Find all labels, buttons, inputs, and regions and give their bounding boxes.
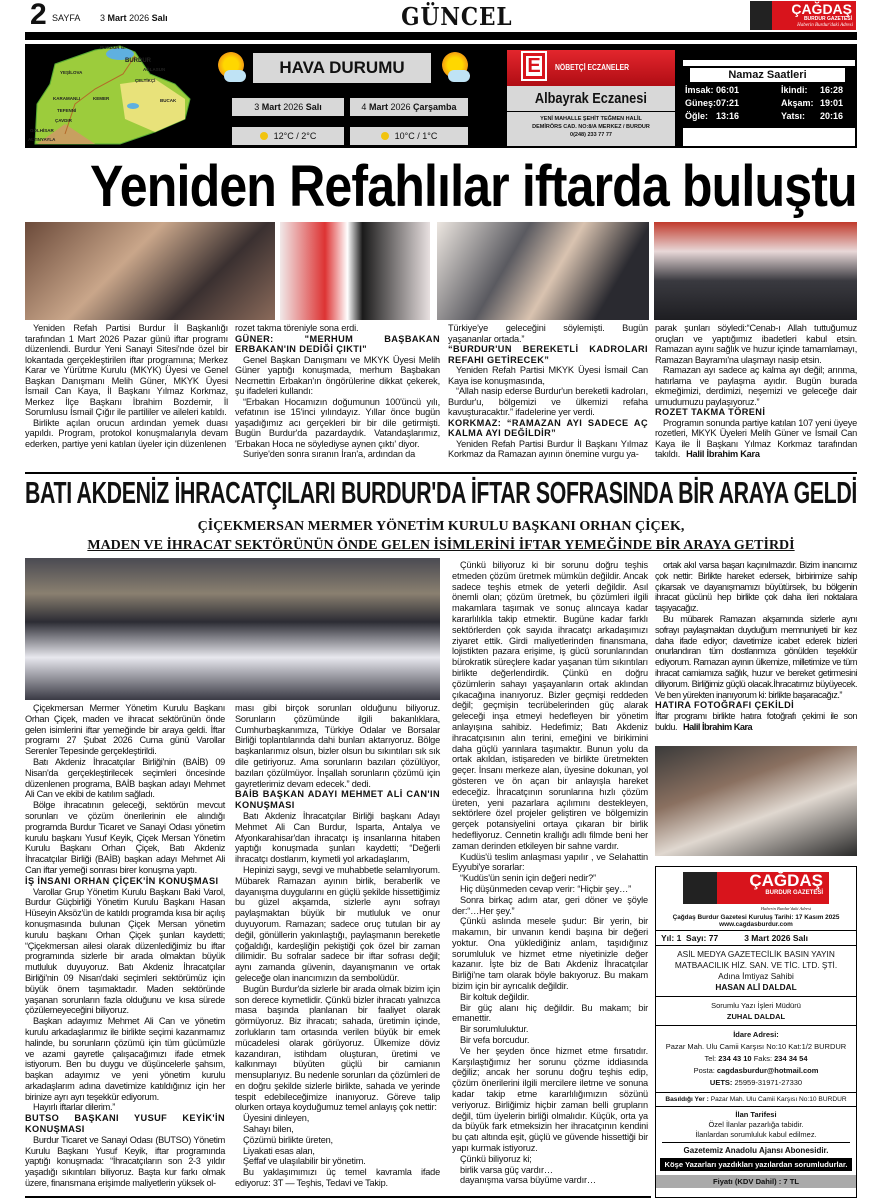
article2-photo-main [25, 558, 440, 700]
page-number: 2 [30, 0, 47, 31]
article-subheading: ROZET TAKMA TÖRENİ [655, 407, 766, 417]
article-paragraph: Bu yaklaşımımızı üç temel kavramla ifade ediyoruz: 3T — Teşhis, Tedavi ve Takip. [235, 1167, 440, 1189]
article-subheading: BUTSO BAŞKANI YUSUF KEYİK'İN KONUŞMASI [25, 1113, 225, 1135]
article-subheading: İŞ İNSANI ORHAN ÇİÇEK'İN KONUŞMASI [25, 875, 219, 886]
weather-date-tomorrow: 4 Mart 2026 Çarşamba [350, 98, 468, 116]
article-paragraph: Birlikte açılan orucun ardından yemek duası yapıldı. Program, protokol konuşmalarıyla devam ederken, partiye yeni katılan üyeler için düzenlenen [25, 417, 228, 449]
article-paragraph: Hayırlı iftarlar dilerim.” [33, 1102, 116, 1113]
article-paragraph: Çözümü birlikte üreten, [243, 1134, 333, 1145]
article-paragraph: Programın sonunda partiye katılan 107 yeni üyeye rozetleri, MKYK Üyeleri Melih Güner ve İsmail Can Kaya ile İl Başkanı Yılmaz Korkmaz tarafından takıldı. Halil İbrahim Kara [655, 417, 857, 459]
article-paragraph: Türkiye'ye geleceğini söylemişti. Bugün yaşananlar ortada.” [448, 323, 648, 344]
header-date: 3 Mart 2026 Salı [100, 13, 168, 23]
map-label: BURDUR G. [100, 45, 126, 50]
article2-column-2 [235, 703, 440, 1189]
article-paragraph: Bir sorumluluktur. [460, 1024, 529, 1035]
article-paragraph: Çünkü biliyoruz ki bir sorunu doğru teşhis etmeden çözüm üretmek mümkün değildir. Ancak sadece teşhis etmek de yeterli değildir. Asıl önemli olan; çözüm üretmek, bu çözümleri ilgili makamlara taşımak ve sonuç alıncaya kadar kararlılıkla takip etmektir. Bugüne kadar farklı sektörlerden çok sayıda ihracatçı arkadaşımızı ziyaret ettik. Girdi maliyetlerinden finansmana, lojistikten pazara erişime, iş gücü sorunlarından bürokratik süreçlere kadar yaşanan tüm sıkıntıları birlikte değerlendirdik. Çünkü en doğru çözümlerin sahayı yaşayanların ortak aklından çıkacağına inanıyoruz. Bizler geçmişi reddeden değil; geçmişin tecrübelerinden güç alarak geleceği inşa etmeyi hedefleyen bir yönetim anlayışına sahibiz. Hedefimiz; Batı Akdeniz ihracatçısının alın terini, emeğini ve birikimini daha güçlü yarınlara taşımaktır. Bunun yolu da ortak akıldan, istişareden ve birlikte üretmekten geçer. İnsanı merkeze alan, üyesine dokunan, yol gösteren ve ön açan bir anlayışla hareket edeceğiz. İhracatçının sorunlarına hızlı çözüm üreten, yeni pazarlara açılımını destekleyen, sektörlere özel projeler geliştiren ve bölgemizin gerçek potansiyelini ortaya çıkaran bir birlik hedefliyoruz. Cennetin krallığı adlı filmde beni her zaman derinden etkileyen bir sahne vardır. [452, 560, 648, 851]
cloud-icon [224, 70, 246, 82]
article-paragraph: Bir vefa borcudur. [460, 1035, 530, 1046]
page-label: SAYFA [52, 13, 81, 23]
article-paragraph: Hiç düşünmeden cevap verir: “Hiçbir şey…” [460, 883, 632, 894]
article2-column-3 [452, 560, 648, 1186]
article-subheading: KORKMAZ: “RAMAZAN AYI SADECE AÇ KALMA AYI DEĞİLDİR” [448, 417, 648, 438]
article-paragraph: Çünkü aslında mesele şudur: Bir yerin, bir makamın, bir unvanın kendi başına bir değeri yoktur. Ona yüklediğiniz anlam, taşıdığınız sorumluluk ve hizmet etme niyetinizle değer kazanır. İşte biz de Batı Akdeniz İhracatçılar Birliği'ne tam olarak böyle bakıyoruz. Bu makam bizim için bir ayrıcalık değildir. [452, 916, 648, 992]
article-paragraph: ması gibi birçok sorunları olduğunu biliyoruz. Sorunların çözümünde ilgili bakanlıklara, Cumhurbaşkanımıza, Türkiye Odalar ve Borsalar Birliği toplantılarında dahi bunları aktarıyoruz. Bölge başkanlarımız olsun, bizler olsun bu sıkıntıları sık sık dile getiriyoruz. Ama sorunların bazıları çözülüyor, bazıları çözülmüyor. İnşallah sorunların çözümü için gayretlerimiz devam edecek.” dedi. [235, 703, 440, 789]
partly-sunny-icon [381, 132, 389, 140]
map-label: YEŞİLOVA [60, 70, 83, 75]
article-paragraph: Kudüs'ü teslim anlaşması yapılır , ve Selahattin Eyyubi'ye sorarlar: [452, 851, 648, 873]
article-paragraph: Ve her şeyden önce hizmet etme fırsatıdır. Karşılaştığımız her sorunu çözme iddiasında değiliz; ancak her sorunu doğru teşhis edip, çözüm önerilerini ilgili mercilere iletme ve sonuna kadar takip etme kararlılığımızın sözünü veriyoruz. Birliğimiz hiçbir zaman belli grupların değil, tüm üyelerin birliği olmalıdır. Küçük, orta ya da büyük fark etmeksizin her ihracatçının kendini bu çatı altında eşit, güçlü ve güvende hissettiği bir yapı kurmak istiyoruz. [452, 1045, 648, 1154]
article-paragraph: “Erbakan Hocamızın doğumunun 100'üncü yılı, vefatının ise 15'inci yılındayız. Yıllar önce bugün yaşadığımız acı gerçekleri bir bir dile getirmişti. Bugün Burdur'da pazardaydık. Vatandaşlarımız, 'Erbakan Hoca ne söylediyse aynen çıktı' diyor. [235, 396, 440, 449]
article2-column-1 [25, 703, 225, 1189]
article1-column-2 [235, 323, 440, 460]
article-paragraph: Bu mübarek Ramazan akşamında sizlerle aynı sofrayı paylaşmaktan duyduğum memnuniyeti bir kez daha ifade ediyor; davetimize icabet ederek bizleri onurlandıran tüm dostlarımıza gönülden teşekkür ediyorum. Ramazan ayının ülkemize, milletimize ve tüm ihracat camiamıza sağlık, huzur ve bereket getirmesini diliyorum. Birliğimiz güçlü olacak.İhracatımız büyüyecek. Ve ben yürekten inanıyorum ki: birlikte başaracağız.” [655, 613, 857, 700]
article-paragraph: Sahayı bilen, [243, 1124, 294, 1135]
pharmacy-address: YENİ MAHALLE ŞEHİT TEĞMEN HALİL DEMİRÖRS CAD. NO:8/A MERKEZ / BURDUR 0(248) 233 77 77 [507, 112, 675, 146]
article-paragraph: Batı Akdeniz İhracatçılar Birliği başkanı Adayı Mehmet Ali Can Burdur, Isparta, Antalya ve Afyonkarahisar'dan ihracatçı iş insanlarına hitaben yaptığı konuşmada şunları kaydetti; “Değerli ihracatçı dostlarım, kıymetli yol arkadaşlarım, [235, 810, 440, 865]
article-paragraph: Çünkü biliyoruz ki; [460, 1153, 532, 1164]
weather-temp-today: 12°C / 2°C [232, 127, 344, 145]
article-paragraph: Üyesini dinleyen, [243, 1113, 310, 1124]
article-paragraph: Batı Akdeniz İhracatçılar Birliği'nin (BAİB) 09 Nisan'da gerçekleştirilecek seçimleri öncesinde düzenlenen programa, BAİB başkan adayı Mehmet Ali Can ve ekibi de katılım sağladı. [25, 756, 225, 800]
article-paragraph: Bir güç alanı hiç değildir. Bu makam; bir emanettir. [452, 1002, 648, 1024]
article-paragraph: “Kudüs'ün senin için değeri nedir?” [460, 873, 596, 884]
portrait-icon [750, 1, 772, 30]
article-subheading: GÜNER: "MERHUM BAŞBAKAN ERBAKAN'IN DEDİĞİ ÇIKTI" [235, 333, 440, 354]
imprint-box: ÇAĞDAŞ BURDUR GAZETESİ Haberin Burdur'daki Adresi Çağdaş Burdur Gazetesi Kuruluş Tarihi: 17 Kasım 2025 www.cagdasburdur.com Yıl: 1 Sayı: 77 3 Mart 2026 Salı ASİL MEDYA GAZETECİLİK BASIN YAYIN MATBAACILIK HİZ. SAN. VE TİC. LTD. ŞTİ. Adına İmtiyaz Sahibi HASAN ALİ DALDAL Sorumlu Yazı İşleri Müdürü ZUHAL DALDAL İdare Adresi: Pazar Mah. Ulu Camii Karşısı No:10 Kat:1/2 BURDUR Tel: 234 43 10 Faks: 234 34 54 Posta: cagdasburdur@hotmail.com UETS: 25959-31971-27330 Basıldığı Yer : Pazar Mah. Ulu Camii Karşısı No:10 BURDUR İlan Tarifesi Özel İlanlar pazarlığa tabidir. İlanlardan sorumluluk kabul edilmez. Gazetemiz Anadolu Ajansı Abonesidir. Köşe Yazarları yazdıkları yazılardan sorumludurlar. Fiyatı (KDV Dahil) : 7 TL [655, 866, 857, 1198]
article-paragraph: Genel Başkan Danışmanı ve MKYK Üyesi Melih Güner yaptığı konuşmada, merhum Başbakan Necmettin Erbakan'ın öngörülerine dikkat çekerek, şu ifadeleri kullandı: [235, 354, 440, 396]
article-paragraph: Burdur Ticaret ve Sanayi Odası (BUTSO) Yönetim Kurulu Başkanı Yusuf Keyik, iftar programında yaptığı konuşmada: “İhracatçıların son 2-3 yıldır yaşadığı sıkıntıları biliyoruz. Başta kur farkı olmak üzere, finansmana erişimde maliyetlerin yüksek ol- [25, 1134, 225, 1189]
article-subheading: “BURDUR'UN BEREKETLİ KADROLARI REFAHI GETİRECEK” [448, 344, 648, 365]
article2-subhead-2: MADEN VE İHRACAT SEKTÖRÜNÜN ÖNDE GELEN İSİMLERİNİ İFTAR YEMEĞİNDE BİR ARAYA GETİRDİ [87, 538, 795, 553]
article-paragraph: Yeniden Refah Partisi Burdur İl Başkanı Yılmaz Korkmaz da Ramazan ayının önemine vurgu ya- [448, 438, 648, 459]
article-paragraph: Yeniden Refah Partisi Burdur İl Başkanlığı tarafından 1 Mart 2026 Pazar günü iftar programı düzenlendi. Burdur Yeni Sanayi Sitesi'nde özel bir lokantada gerçekleştirilen iftar programına; Merkez Karar ve Yürütme Kurulu (MKYK) Üyesi ve Genel Başkan Danışmanı Melih Güner, MKYK Üyesi İsmail Can Kaya, İl Başkanı Yılmaz Korkmaz, Merkez İlçe Başkanı İbrahim Bozdemir, İl Sorumlusu İsmail Çığır ile partililer ve aileleri katıldı. [25, 323, 228, 417]
article-paragraph: Varollar Grup Yönetim Kurulu Başkanı Baki Varol, Burdur Güçbirliği Yönetim Kurulu Başkanı Hasan Hüseyin Aksöz'ün de katıldı programda kısa bir açılış konuşmasında bulunan Çiçek Mersan yönetim kurulu başkanı Orhan Çiçek şunları kaydetti; “Çiçekmersan ailesi olarak düzenlediğimiz bu iftar programında sizlerle bir arada olmaktan büyük mutluluk duyuyoruz. Batı Akdeniz İhracatçılar Birliği'nin 09 Nisan'daki seçimleri sektörümüz için büyük önem taşımaktadır. Maden sektöründe yaşanan sorunların fazla olduğunu ve kısa sürede çözülemeyeceğini biliyoruz. [25, 886, 225, 1016]
partly-sunny-icon [260, 132, 268, 140]
map-label: BUCAK [160, 98, 177, 103]
pharmacy-label: NÖBETÇİ ECZANELER [555, 63, 630, 72]
weather-title: HAVA DURUMU [253, 53, 431, 83]
article-paragraph: Bölge ihracatının geleceği, sektörün mevcut sorunları ve çözüm önerilerinin ele alındığı programda Burdur Ticaret ve Sanayi Odası yönetim kurulu başkanı Yusuf Keyik, Çiçek Mersan Yönetim Kurulu Başkanı Orhan Çiçek, Batı Akdeniz İhracatçılar Birliği (BAİB) başkan adayı Mehmet Ali Can iftar yemeği sonrası birer konuşma yaptı. [25, 800, 225, 875]
article-paragraph: parak şunları söyledi:“Cenab-ı Allah tuttuğumuz oruçları ve yaptığımız ibadetleri kabul etsin. Ramazan ayını sağlık ve huzur içinde tamamlamayı, Ramazan Bayramı'na ulaşmayı nasip etsin. [655, 323, 857, 365]
header-bar [25, 32, 857, 40]
article1-photo-1 [25, 222, 275, 320]
map-label: KEMER [93, 96, 110, 101]
cloud-icon [448, 70, 470, 82]
skyline-bottom [683, 128, 855, 146]
skyline-top [683, 60, 855, 66]
article-paragraph: Ramazan ayı sadece aç kalma ayı değil; arınma, hatırlama ve paylaşma ayıdır. Bugün burada ekmeğimizi, derdimizi, neşemizi ve geleceğe dair umudumuzu paylaşıyoruz.” [655, 365, 857, 407]
burdur-map [25, 44, 215, 148]
portrait-icon [683, 872, 717, 904]
section-title: GÜNCEL [401, 2, 513, 31]
article-paragraph: dayanışma varsa büyüme vardır… [460, 1175, 596, 1186]
article1-photo-4 [654, 222, 857, 320]
byline: Halil İbrahim Kara [683, 721, 753, 732]
article-paragraph: Sonra birkaç adım atar, geri döner ve şöyle der:“…Her şey.” [452, 894, 648, 916]
article-paragraph: birlik varsa güç vardır… [460, 1164, 553, 1175]
article-paragraph: Suriye'den sonra sıranın İran'a, ardından da [243, 449, 416, 459]
article1-photo-3 [437, 222, 649, 320]
map-label: ÇAVDIR [55, 118, 72, 123]
prayer-title: Namaz Saatleri [690, 68, 845, 82]
article-paragraph: Hepinizi saygı, sevgi ve muhabbetle selamlıyorum. Mübarek Ramazan ayının birlik, beraberlik ve dayanışma duygularını en güçlü şekilde hissettiğimiz bu güzel akşamda, sizlerle aynı sofrayı paylaşmaktan büyük bir mutluluk ve onur duyuyorum. Ramazan; sadece oruç tutulan bir ay değil, gönüllerin yakınlaştığı, paylaşmanın bereketle çoğaldığı, kardeşliğin pekiştiği çok özel bir zaman dilimidir. Bu sofralar sadece bir iftar sofrası değil; aynı zamanda güvenin, dayanışmanın ve ortak geleceğe olan inancımızın da sembolüdür. [235, 864, 440, 983]
map-label: BURDUR [125, 58, 151, 64]
article1-column-4 [655, 323, 857, 460]
logo-subtitle: BURDUR GAZETESİ [803, 16, 852, 22]
article2-column-4 [655, 560, 857, 733]
article-paragraph: Liyakati esas alan, [243, 1145, 315, 1156]
newspaper-logo [750, 1, 856, 30]
article2-photo-2 [655, 746, 857, 856]
map-label: AĞLASUN [143, 67, 166, 72]
map-label: GÖLHİSAR [30, 128, 54, 133]
article-subheading: HATIRA FOTOĞRAFI ÇEKİLDİ [655, 700, 795, 711]
article-paragraph: ortak akıl varsa başarı kaçınılmazdır. Bizim inancımız çok nettir: Birlikte hareket edersek, birbirimize sahip çıkarsak ve dayanışmamızı büyütürsek, bu bölgenin ihracat gücünü hep birlikte çok daha ileri noktalara taşıyacağız. [655, 560, 857, 614]
article1-headline: Yeniden Refahlılar iftarda buluştu [90, 154, 857, 219]
weather-temp-tomorrow: 10°C / 1°C [350, 127, 468, 145]
pharmacy-e-icon: E [523, 53, 545, 79]
article1-column-1 [25, 323, 228, 449]
imprint-logo: ÇAĞDAŞ BURDUR GAZETESİ [683, 872, 829, 904]
article2-headline: BATI AKDENİZ İHRACATÇILARI BURDUR'DA İFTAR SOFRASINDA BİR ARAYA GELDİ [25, 475, 857, 510]
article-subheading: BAİB BAŞKAN ADAYI MEHMET ALİ CAN'IN KONUŞMASI [235, 789, 440, 811]
article2-subhead-1: ÇİÇEKMERSAN MERMER YÖNETİM KURULU BAŞKANI ORHAN ÇİÇEK, [197, 519, 685, 534]
logo-slogan: Haberin Burdur'daki Adresi [797, 23, 853, 28]
map-label: TEFENNİ [57, 108, 77, 113]
article-paragraph: Bugün Burdur'da sizlerle bir arada olmak bizim için son derece kıymetlidir. Çünkü bizler ihracatı yalnızca masa başında planlanan bir faaliyet olarak görmüyoruz. Biz ihracatı; sahada, üretimin içinde, zorlukların tam ortasında verilen büyük bir emek mücadelesi olarak görüyoruz. Ülkemize döviz kazandıran, istihdam oluşturan, üretimi ve kalkınmayı büyüten güçlü bir camianın mensuplarıyız. Bu nedenle sorunları da çözümleri de en doğru şekilde sizlerle birlikte, sahada ve yerinde tespit edebileceğimize inanıyoruz. Göreve talip olurken ortaya koyduğumuz temel anlayış çok nettir: [235, 983, 440, 1113]
map-label: ALTINYAYLA [28, 137, 56, 142]
byline: Halil İbrahim Kara [686, 449, 760, 459]
weather-date-today: 3 Mart 2026 Salı [232, 98, 344, 116]
pharmacy-name: Albayrak Eczanesi [507, 86, 675, 111]
article-paragraph: Bir koltuk değildir. [460, 991, 530, 1002]
article1-photo-2 [280, 222, 430, 320]
map-label: ÇELTİKÇİ [135, 78, 156, 83]
divider [25, 1196, 651, 1198]
article-paragraph: İftar programı birlikte hatıra fotoğrafı çekimi ile son buldu. Halil İbrahim Kara [655, 711, 857, 732]
article-paragraph: Çiçekmersan Mermer Yönetim Kurulu Başkanı Orhan Çiçek, maden ve ihracat sektörünün önde gelen isimlerini iftar yemeğinde bir araya geldi. İftar programı 27 Şubat 2026 Cuma günü Varollar Serenler Tepesinde gerçekleştirildi. [25, 703, 225, 757]
logo-name: ÇAĞDAŞ [791, 1, 852, 17]
article-paragraph: rozet takma töreniyle sona erdi. [235, 323, 359, 333]
article-paragraph: “Allah nasip ederse Burdur'un bereketli kadroları, Burdur'u, bölgemizi ve ülkemizi refaha kavuşturacaktır.” ifadelerine yer verdi. [448, 386, 648, 417]
map-label: KARAMANLI [53, 96, 81, 101]
article-paragraph: Yeniden Refah Partisi MKYK Üyesi İsmail Can Kaya ise konuşmasında, [448, 365, 648, 386]
divider [25, 472, 857, 474]
article-paragraph: Başkan adayımız Mehmet Ali Can ve yönetim kurulu arkadaşlarımız ile birlikte seçimi kazanmamız halinde, bu sorunların çözümü için tüm gücümüzle ve azami gayretle çalışacağımızı ifade etmek istiyorum. Ben bu duygu ve düşüncelerle şahsım, başkan adayımız ve yeni yönetim kurulu arkadaşlarım adına davetimize katıldığınız için her birinize ayrı ayrı teşekkür ediyorum. [25, 1016, 225, 1102]
article-paragraph: Şeffaf ve ulaşılabilir bir yönetim. [243, 1156, 366, 1167]
article1-column-3 [448, 323, 648, 460]
